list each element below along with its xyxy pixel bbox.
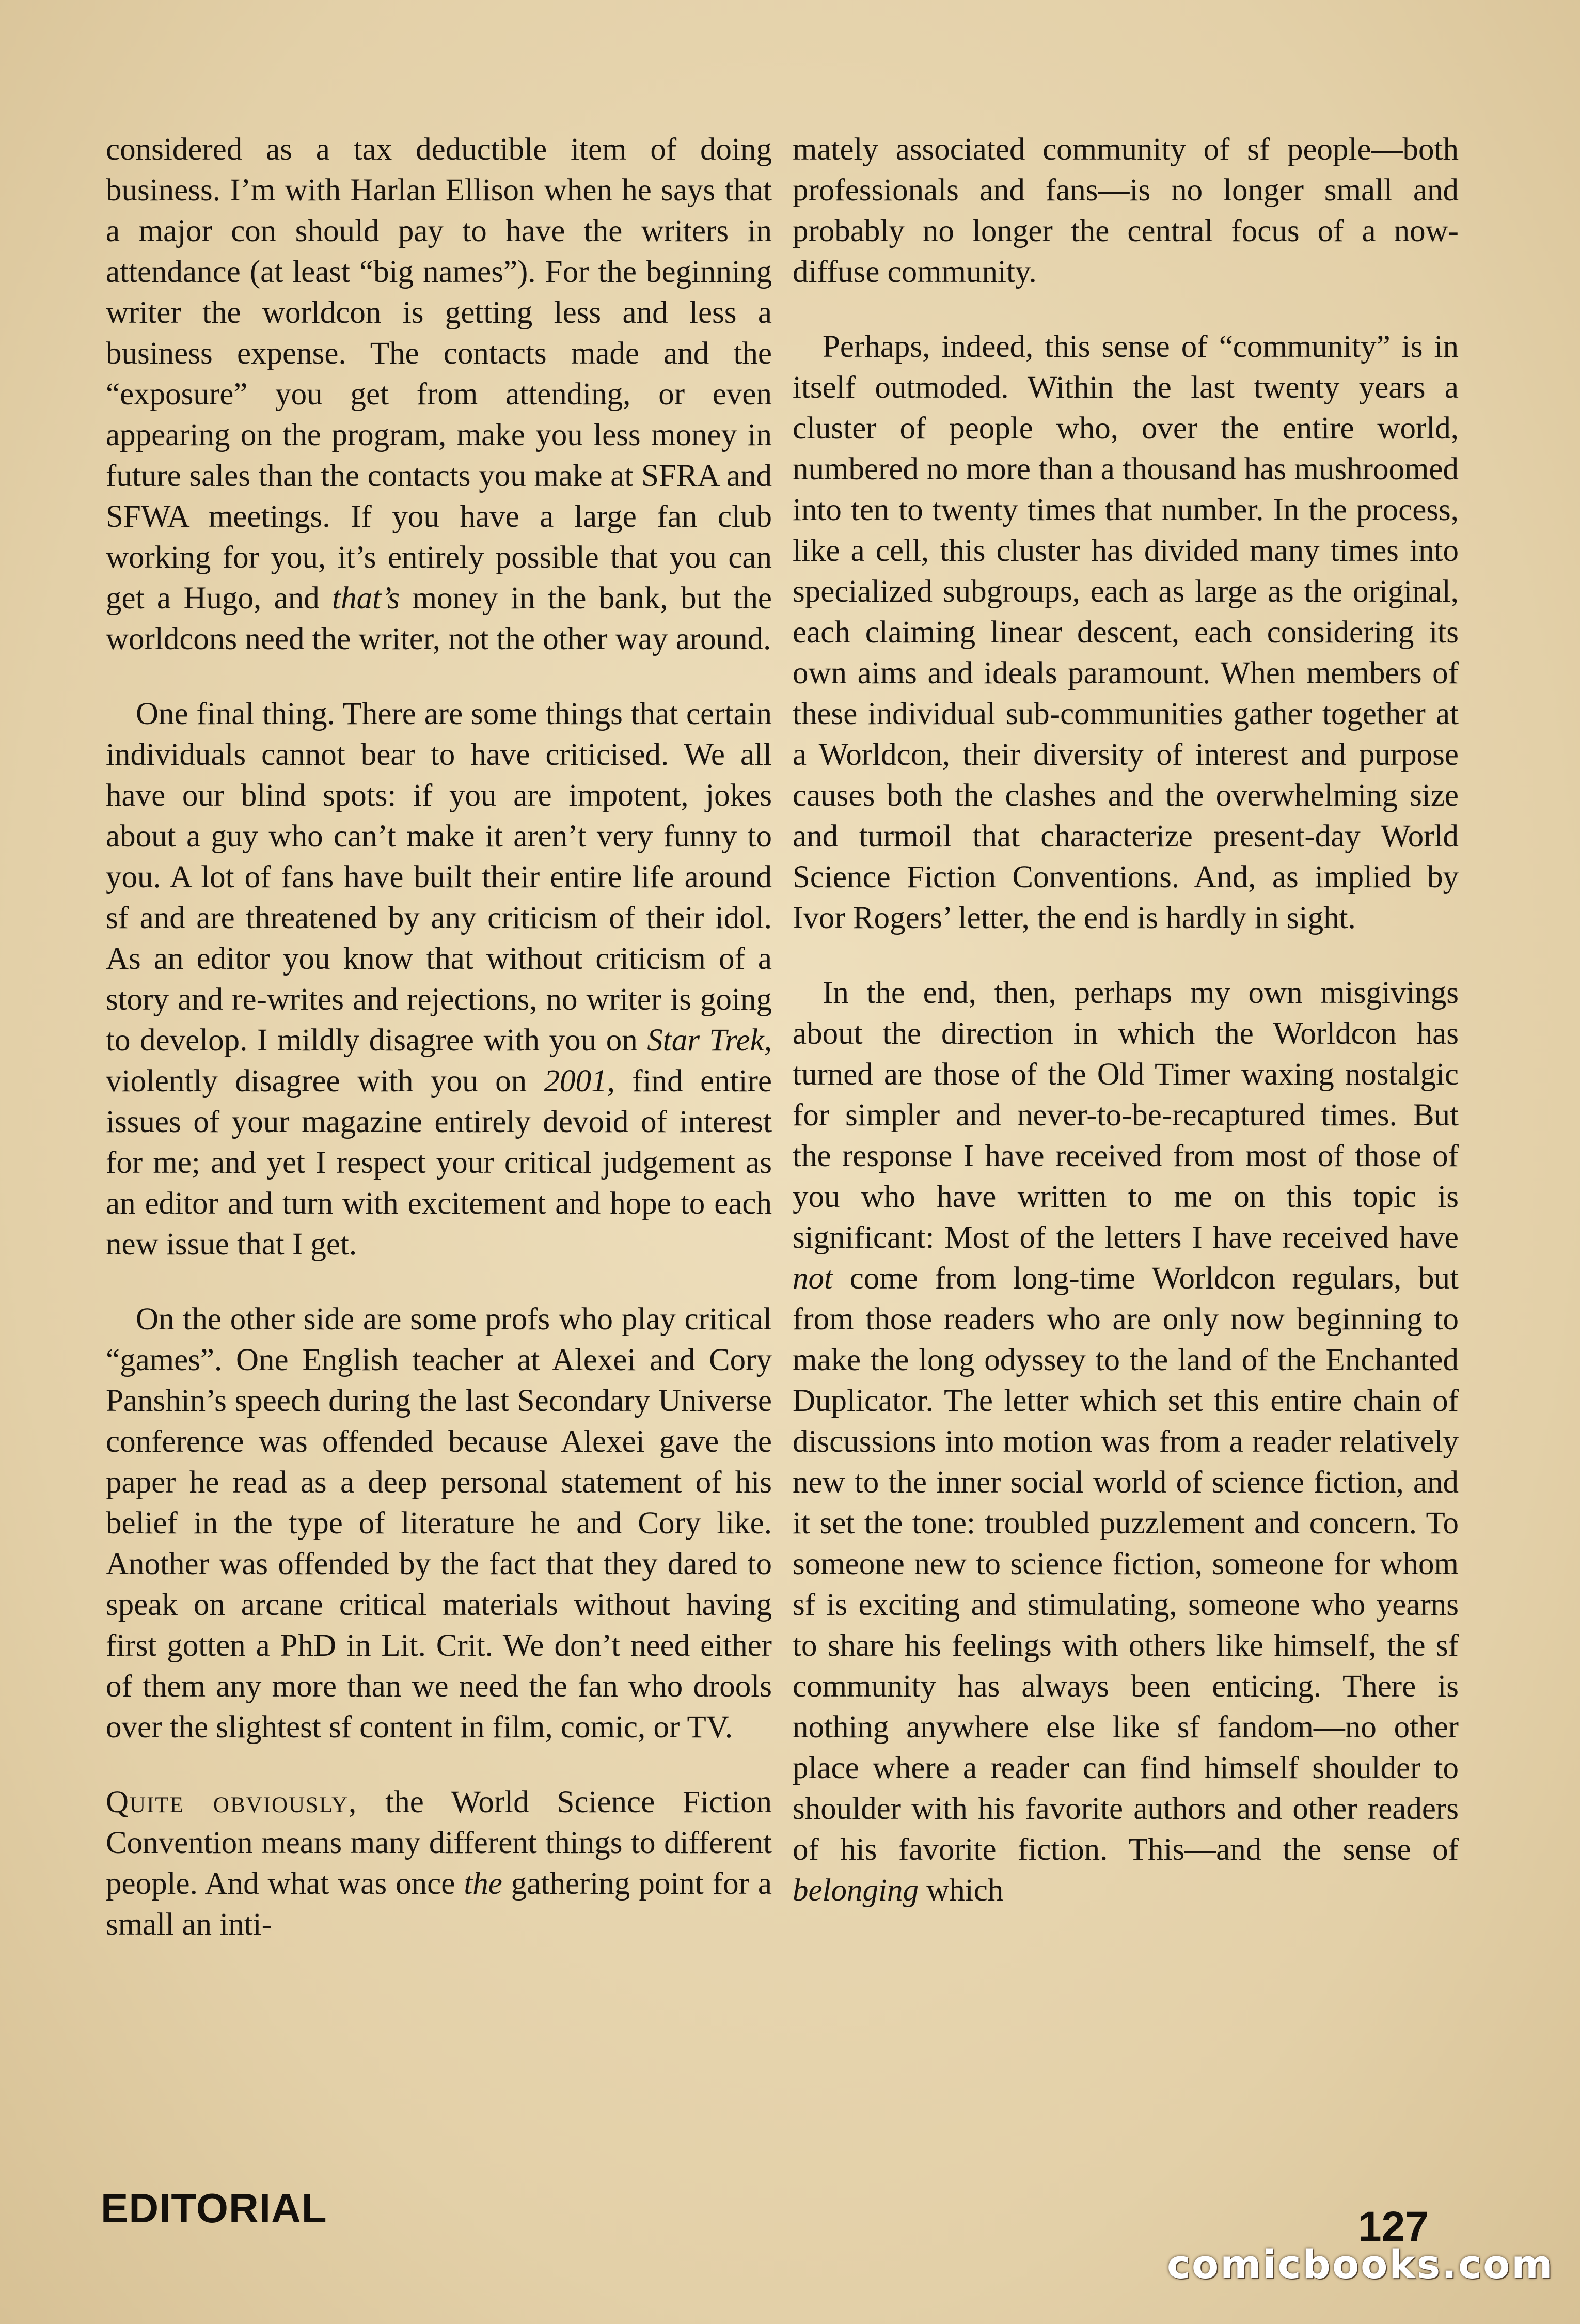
left-paragraph-1: considered as a tax deductible item of doing business. I’m with Harlan Ellison when he says that a major con should pay to have the writers in attendance (at least “big names”). For the beginning writer the worldcon is getting less and less a business expense. The contacts made and the “exposure” you get from attending, or even appearing on the program, make you less money in future sales than the contacts you make at SFRA and SFWA meetings. If you have a large fan club working for you, it’s entirely possible that you can get a Hugo, and that’s money in the bank, but the worldcons need the writer, not the other way around. bbox=[106, 132, 772, 656]
emphasis-text: not bbox=[793, 1261, 833, 1296]
watermark: comicbooks.com bbox=[1167, 2241, 1554, 2287]
section-lead-in: Quite obviously, bbox=[106, 1785, 358, 1819]
right-column bbox=[793, 129, 1459, 1911]
emphasis-text: belonging bbox=[793, 1873, 919, 1908]
emphasis-text: Star Trek, bbox=[647, 1023, 772, 1058]
emphasis-text: that’s bbox=[332, 581, 400, 616]
left-paragraph-2: One final thing. There are some things that certain individuals cannot bear to have criticised. We all have our blind spots: if you are impotent, jokes about a guy who can’t make it aren’t very funny to you. A lot of fans have built their entire life around sf and are threatened by any criticism of their idol. As an editor you know that without criticism of a story and re-writes and rejections, no writer is going to develop. I mildly disagree with you on Star Trek, violently disagree with you on 2001, find entire issues of your magazine entirely devoid of interest for me; and yet I respect your critical judgement as an editor and turn with excitement and hope to each new issue that I get. bbox=[106, 697, 772, 1262]
right-paragraph-3: In the end, then, perhaps my own misgivings about the direction in which the Worldcon has turned are those of the Old Timer waxing nostalgic for simpler and never-to-be-recaptured times. But the response I have received from most of those of you who have written to me on this topic is significant: Most of the letters I have received have not come from long-time Worldcon regulars, but from those readers who are only now beginning to make the long odyssey to the land of the Enchanted Duplicator. The letter which set this entire chain of discussions into motion was from a reader relatively new to the inner social world of science fiction, and it set the tone: troubled puzzlement and concern. To someone new to science fiction, someone for whom sf is exciting and stimulating, someone who yearns to share his feelings with others like himself, the sf community has always been enticing. There is nothing anywhere else like sf fandom—no other place where a reader can find himself shoulder to shoulder with his favorite authors and other readers of his favorite fiction. This—and the sense of belonging which bbox=[793, 976, 1459, 1908]
left-paragraph-4: Quite obviously, the World Science Fiction Convention means many different things to different people. And what was once the gathering point for a small an inti- bbox=[106, 1785, 772, 1942]
page-number: 127 bbox=[1358, 2203, 1429, 2250]
right-paragraph-1: mately associated community of sf people—both professionals and fans—is no longer small and probably no longer the central focus of a now-diffuse community. bbox=[793, 132, 1459, 289]
left-column bbox=[106, 129, 772, 1945]
left-paragraph-3: On the other side are some profs who play critical “games”. One English teacher at Alexei and Cory Panshin’s speech during the last Secondary Universe conference was offended because Alexei gave the paper he read as a deep personal statement of his belief in the type of literature he and Cory like. Another was offended by the fact that they dared to speak on arcane critical materials without having first gotten a PhD in Lit. Crit. We don’t need either of them any more than we need the fan who drools over the slightest sf content in film, comic, or TV. bbox=[106, 1302, 772, 1745]
right-paragraph-2: Perhaps, indeed, this sense of “community” is in itself outmoded. Within the last twenty years a cluster of people who, over the entire world, numbered no more than a thousand has mushroomed into ten to twenty times that number. In the process, like a cell, this cluster has divided many times into specialized subgroups, each as large as the original, each claiming linear descent, each considering its own aims and ideals paramount. When members of these individual sub-communities gather together at a Worldcon, their diversity of interest and purpose causes both the clashes and the overwhelming size and turmoil that characterize present-day World Science Fiction Conventions. And, as implied by Ivor Rogers’ letter, the end is hardly in sight. bbox=[793, 329, 1459, 935]
section-title: EDITORIAL bbox=[101, 2185, 327, 2231]
emphasis-text: 2001, bbox=[544, 1064, 615, 1098]
emphasis-text: the bbox=[464, 1866, 502, 1901]
